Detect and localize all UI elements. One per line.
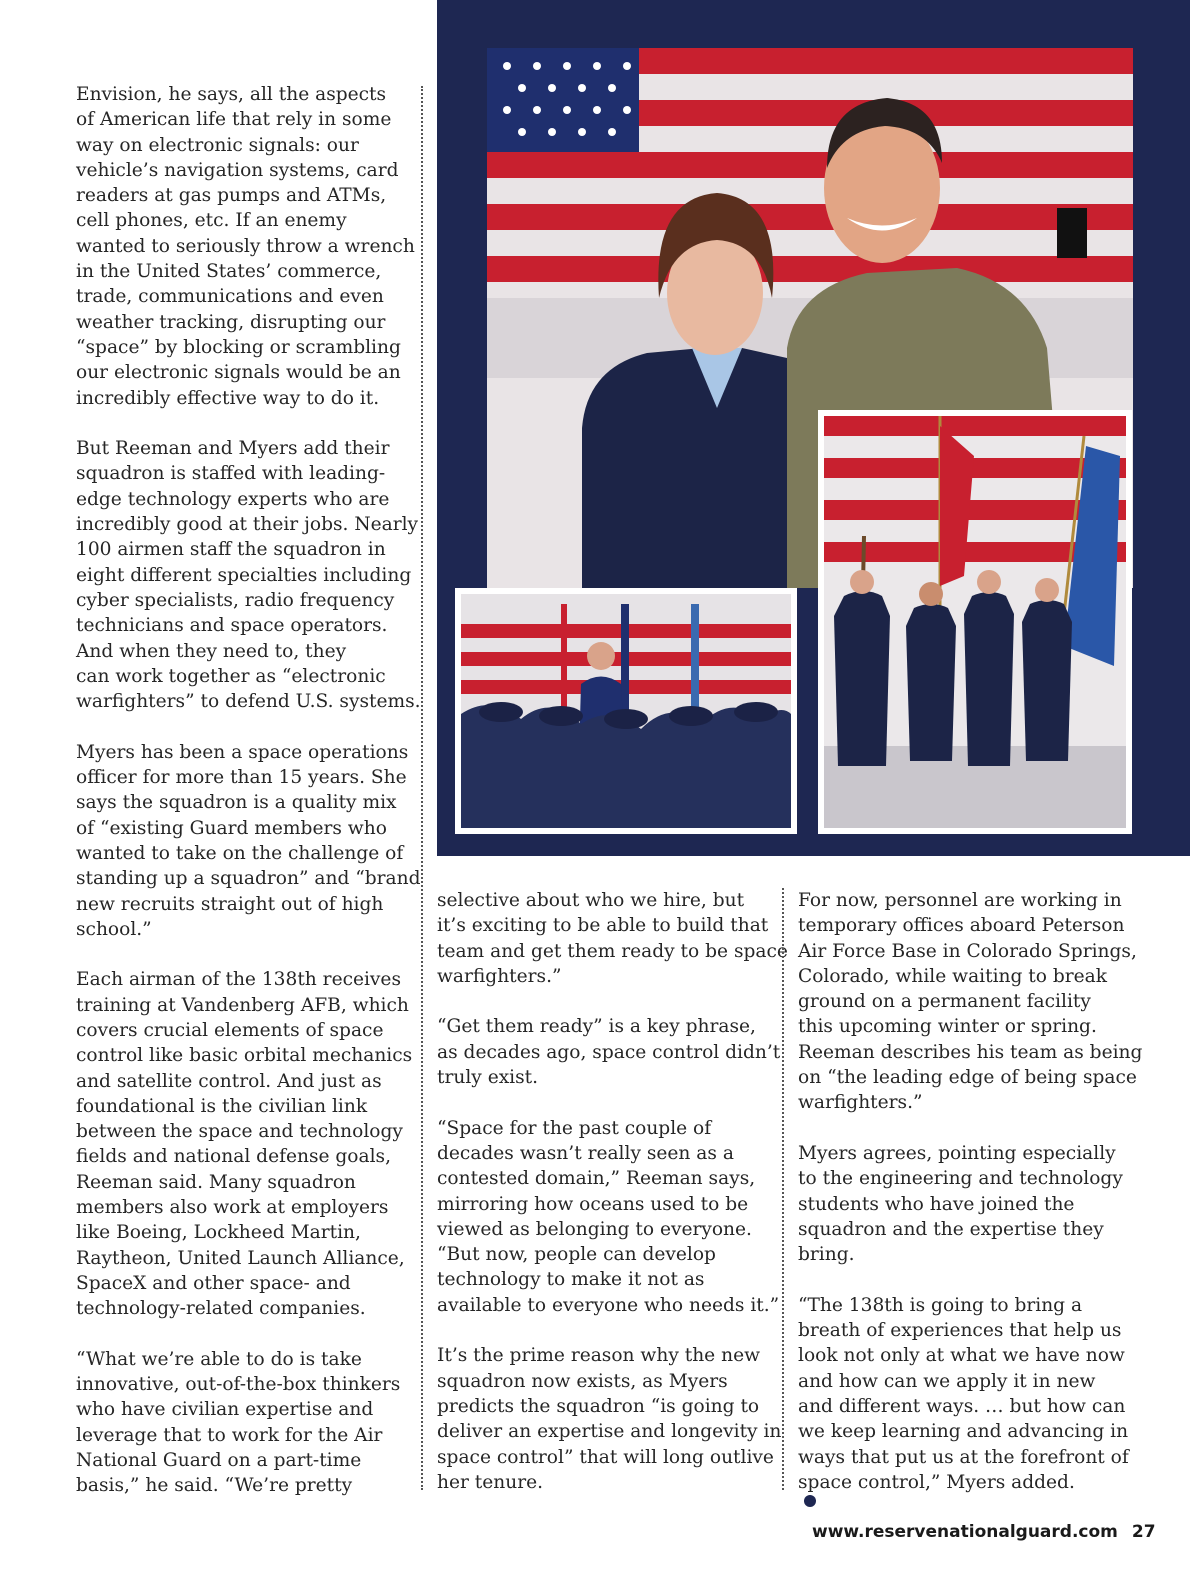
- text-line: our electronic signals would be an: [76, 362, 401, 384]
- text-line: her tenure.: [437, 1471, 544, 1493]
- column-divider-2: [782, 888, 784, 1490]
- website-url: www.reservenationalguard.com: [812, 1522, 1118, 1542]
- text-line: on “the leading edge of being space: [798, 1067, 1137, 1089]
- text-line: For now, personnel are working in: [798, 890, 1122, 911]
- text-line: technicians and space operators.: [76, 615, 388, 637]
- text-line: like Boeing, Lockheed Martin,: [76, 1222, 361, 1244]
- text-line: team and get them ready to be space: [437, 940, 788, 962]
- text-line: ways that put us at the forefront of: [798, 1446, 1129, 1468]
- text-line: wanted to take on the challenge of: [76, 842, 404, 864]
- text-line: training at Vandenberg AFB, which: [76, 994, 409, 1016]
- text-line: viewed as belonging to everyone.: [437, 1218, 752, 1240]
- text-line: Air Force Base in Colorado Springs,: [798, 940, 1137, 962]
- paragraph: [437, 888, 788, 989]
- text-line: truly exist.: [437, 1067, 539, 1089]
- text-line: Reeman said. Many squadron: [76, 1171, 356, 1193]
- text-line: it’s exciting to be able to build that: [437, 915, 769, 937]
- text-line: this upcoming winter or spring.: [798, 1016, 1097, 1038]
- text-line: warfighters” to defend U.S. systems.: [76, 691, 421, 713]
- text-line: decades wasn’t really seen as a: [437, 1142, 734, 1164]
- text-line: “Space for the past couple of: [437, 1117, 712, 1139]
- text-line: 100 airmen staff the squadron in: [76, 539, 386, 561]
- text-line: in the United States’ commerce,: [76, 261, 382, 283]
- text-line: and different ways. … but how can: [798, 1395, 1126, 1417]
- paragraph: [76, 82, 416, 411]
- text-line: “But now, people can develop: [437, 1244, 716, 1266]
- text-line: weather tracking, disrupting our: [76, 311, 386, 333]
- text-line: who have civilian expertise and: [76, 1399, 374, 1421]
- text-column-2: [437, 888, 788, 1520]
- text-line: innovative, out-of-the-box thinkers: [76, 1374, 401, 1396]
- text-line: National Guard on a part-time: [76, 1450, 362, 1472]
- text-line: Colorado, while waiting to break: [798, 965, 1108, 987]
- text-line: SpaceX and other space- and: [76, 1272, 351, 1294]
- text-line: bring.: [798, 1244, 855, 1266]
- text-line: incredibly effective way to do it.: [76, 387, 380, 409]
- end-mark-icon: [804, 1495, 816, 1507]
- text-column-1: [76, 82, 421, 1524]
- ceremony-photo-illustration: [461, 594, 791, 828]
- text-line: Envision, he says, all the aspects: [76, 84, 387, 105]
- text-line: can work together as “electronic: [76, 665, 386, 687]
- text-line: leverage that to work for the Air: [76, 1424, 383, 1446]
- text-line: basis,” he said. “We’re pretty: [76, 1475, 353, 1497]
- text-line: Reeman describes his team as being: [798, 1041, 1143, 1063]
- paragraph: [798, 888, 1143, 1116]
- text-line: edge technology experts who are: [76, 488, 390, 510]
- text-line: “The 138th is going to bring a: [798, 1294, 1083, 1316]
- color-guard-photo-illustration: [824, 416, 1126, 828]
- text-line: selective about who we hire, but: [437, 890, 745, 911]
- paragraph: [798, 1293, 1138, 1507]
- paragraph: [76, 967, 416, 1321]
- text-line: foundational is the civilian link: [76, 1095, 368, 1117]
- text-line: and satellite control. And just as: [76, 1070, 382, 1092]
- column-divider-1: [421, 86, 423, 1490]
- text-line: students who have joined the: [798, 1193, 1075, 1215]
- text-line: look not only at what we have now: [798, 1345, 1125, 1367]
- paragraph: [437, 1014, 781, 1090]
- text-line: technology-related companies.: [76, 1298, 366, 1320]
- color-guard-inset-photo: [818, 410, 1132, 834]
- ceremony-inset-photo: [455, 588, 797, 834]
- paragraph: [437, 1116, 780, 1318]
- text-line: way on electronic signals: our: [76, 134, 359, 156]
- text-line: Myers agrees, pointing especially: [798, 1142, 1116, 1164]
- text-line: control like basic orbital mechanics: [76, 1045, 413, 1067]
- paragraph: [76, 740, 421, 942]
- photo-panel: [437, 0, 1190, 856]
- text-line: mirroring how oceans used to be: [437, 1193, 749, 1215]
- text-line: fields and national defense goals,: [76, 1146, 391, 1168]
- text-line: temporary offices aboard Peterson: [798, 915, 1125, 937]
- text-line: squadron and the expertise they: [798, 1218, 1104, 1240]
- text-column-3: [798, 888, 1143, 1532]
- text-line: we keep learning and advancing in: [798, 1421, 1129, 1443]
- text-line: Raytheon, United Launch Alliance,: [76, 1247, 405, 1269]
- text-line: ground on a permanent facility: [798, 991, 1091, 1013]
- text-line: officer for more than 15 years. She: [76, 767, 407, 789]
- text-line: to the engineering and technology: [798, 1168, 1123, 1190]
- text-line: Myers has been a space operations: [76, 741, 409, 763]
- text-line: predicts the squadron “is going to: [437, 1395, 760, 1417]
- text-line: standing up a squadron” and “brand: [76, 868, 421, 890]
- text-line: incredibly good at their jobs. Nearly: [76, 514, 419, 536]
- text-line: contested domain,” Reeman says,: [437, 1168, 756, 1190]
- text-line: trade, communications and even: [76, 286, 384, 308]
- text-line: readers at gas pumps and ATMs,: [76, 185, 387, 207]
- text-line: of “existing Guard members who: [76, 817, 387, 839]
- text-line: as decades ago, space control didn’t: [437, 1041, 781, 1063]
- text-line: “Get them ready” is a key phrase,: [437, 1016, 756, 1038]
- paragraph: [437, 1343, 782, 1495]
- text-line: new recruits straight out of high: [76, 893, 384, 915]
- text-line: And when they need to, they: [76, 640, 347, 662]
- text-line: between the space and technology: [76, 1121, 403, 1143]
- text-line: eight different specialties including: [76, 564, 412, 586]
- text-line: breath of experiences that help us: [798, 1320, 1122, 1342]
- text-line: Each airman of the 138th receives: [76, 969, 401, 991]
- text-line: It’s the prime reason why the new: [437, 1345, 760, 1367]
- text-line: “space” by blocking or scrambling: [76, 336, 401, 358]
- text-line: wanted to seriously throw a wrench: [76, 235, 415, 257]
- text-line: space control” that will long outlive: [437, 1446, 774, 1468]
- paragraph: [76, 1347, 416, 1499]
- text-line: cyber specialists, radio frequency: [76, 589, 395, 611]
- text-line: warfighters.”: [798, 1092, 923, 1114]
- paragraph: [76, 436, 421, 714]
- page-number: 27: [1131, 1522, 1156, 1542]
- text-line: vehicle’s navigation systems, card: [76, 159, 399, 181]
- text-line: deliver an expertise and longevity in: [437, 1421, 782, 1443]
- text-line: covers crucial elements of space: [76, 1019, 384, 1041]
- text-line: members also work at employers: [76, 1197, 389, 1219]
- text-line: squadron is staffed with leading-: [76, 463, 386, 485]
- text-line: of American life that rely in some: [76, 109, 392, 131]
- text-line: “What we’re able to do is take: [76, 1348, 362, 1370]
- text-line: available to everyone who needs it.”: [437, 1294, 780, 1316]
- text-line: warfighters.”: [437, 965, 562, 987]
- paragraph: [798, 1141, 1138, 1267]
- text-line: and how can we apply it in new: [798, 1370, 1096, 1392]
- text-line: But Reeman and Myers add their: [76, 438, 390, 460]
- text-line: cell phones, etc. If an enemy: [76, 210, 347, 232]
- text-line: space control,” Myers added.: [798, 1470, 1138, 1507]
- text-line: school.”: [76, 918, 152, 940]
- text-line: squadron now exists, as Myers: [437, 1370, 728, 1392]
- text-line: says the squadron is a quality mix: [76, 792, 397, 814]
- page-footer: [812, 1522, 1156, 1542]
- text-line: technology to make it not as: [437, 1269, 705, 1291]
